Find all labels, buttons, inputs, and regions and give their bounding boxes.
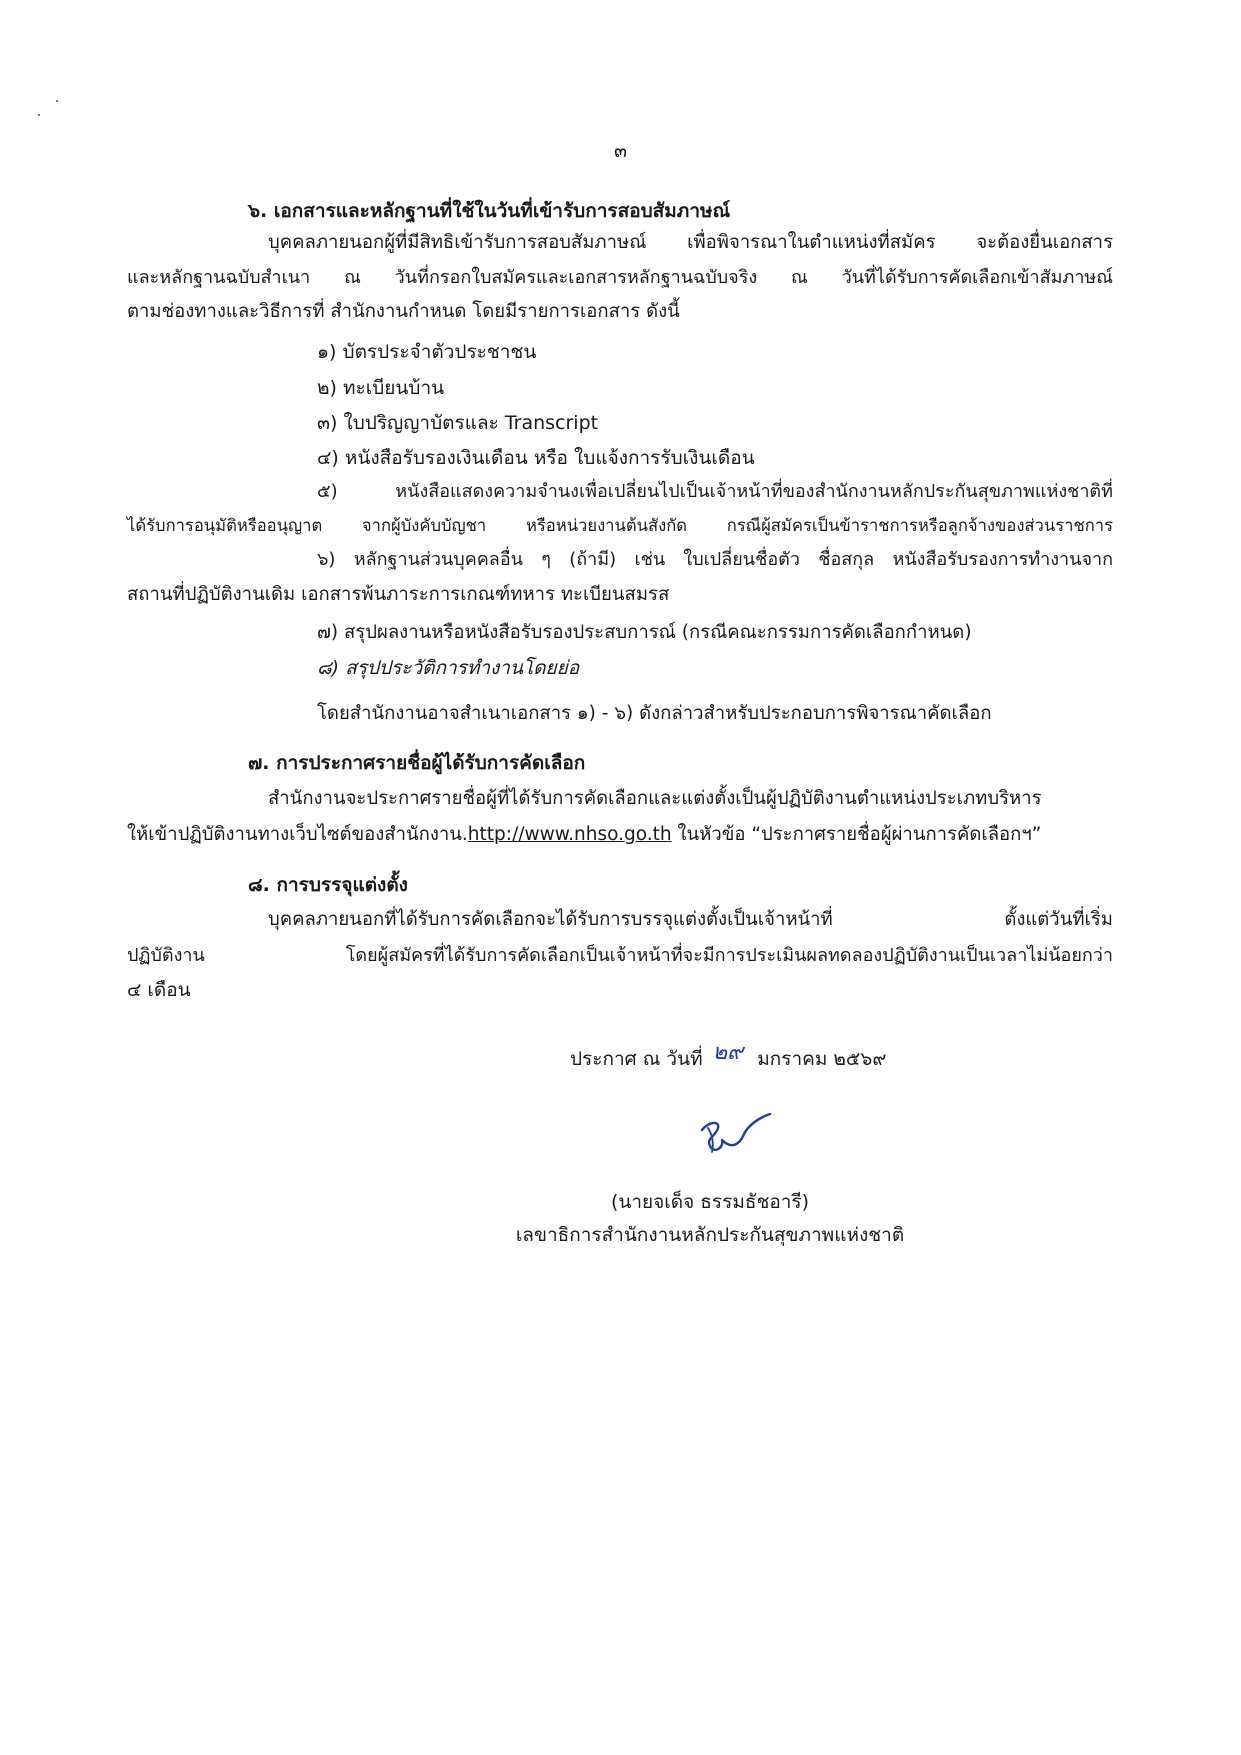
section7-paragraph-line1: สำนักงานจะประกาศรายชื่อผู้ที่ได้รับการคัดเลือกและแต่งตั้งเป็นผู้ปฏิบัติงานตำแหน่งประเภทบริหาร (268, 788, 1042, 809)
document-list-item: ๓) ใบปริญญาบัตรและ Transcript (317, 412, 599, 434)
section7-heading: ๗. การประกาศรายชื่อผู้ได้รับการคัดเลือก (248, 752, 586, 774)
section6-heading: ๖. เอกสารและหลักฐานที่ใช้ในวันที่เข้ารับการสอบสัมภาษณ์ (248, 200, 731, 222)
document-list-item-continuation: ได้รับการอนุมัติหรืออนุญาต จากผู้บังคับบัญชา หรือหน่วยงานต้นสังกัด กรณีผู้สมัครเป็นข้าราชการหรือลูกจ้างของส่วนราชการ (127, 516, 1113, 535)
scan-speck (38, 114, 40, 116)
document-list-item: ๔) หนังสือรับรองเงินเดือน หรือ ใบแจ้งการรับเงินเดือน (317, 447, 755, 469)
handwritten-day: ๒๙ (712, 1040, 744, 1065)
section6-paragraph-line2: และหลักฐานฉบับสำเนา ณ วันที่กรอกใบสมัครและเอกสารหลักฐานฉบับจริง ณ วันที่ได้รับการคัดเลือกเข้าสัมภาษณ์ (127, 267, 1113, 288)
nhso-website-link[interactable]: http://www.nhso.go.th (467, 824, 672, 845)
section8-heading: ๘. การบรรจุแต่งตั้ง (248, 874, 408, 896)
scan-speck (56, 100, 58, 102)
document-list-item: ๑) บัตรประจำตัวประชาชน (317, 341, 537, 363)
signature-image (688, 1108, 778, 1168)
section6-paragraph-line3: ตามช่องทางและวิธีการที่ สำนักงานกำหนด โดยมีรายการเอกสาร ดังนี้ (127, 301, 680, 322)
section7-paragraph-line2 (127, 822, 1041, 848)
section8-paragraph-line2: ปฏิบัติงาน โดยผู้สมัครที่ได้รับการคัดเลือกเป็นเจ้าหน้าที่จะมีการประเมินผลทดลองปฏิบัติงานเป็นเวลาไม่น้อยกว่า (127, 945, 1113, 966)
announcement-month-year: มกราคม ๒๕๖๙ (757, 1048, 887, 1070)
document-list-item: ๗) สรุปผลงานหรือหนังสือรับรองประสบการณ์ (กรณีคณะกรรมการคัดเลือกกำหนด) (317, 622, 972, 643)
section6-paragraph-line1: บุคคลภายนอกผู้ที่มีสิทธิเข้ารับการสอบสัมภาษณ์ เพื่อพิจารณาในตำแหน่งที่สมัคร จะต้องยื่นเอกสาร (268, 232, 1113, 253)
announcement-date (570, 1040, 887, 1072)
document-list-item: ๖) หลักฐานส่วนบุคคลอื่น ๆ (ถ้ามี) เช่น ใบเปลี่ยนชื่อตัว ชื่อสกุล หนังสือรับรองการทำงานจาก (317, 549, 1113, 570)
section7-line2-prefix: ให้เข้าปฏิบัติงานทางเว็บไซต์ของสำนักงาน. (127, 824, 468, 845)
document-list-item: ๒) ทะเบียนบ้าน (317, 377, 445, 399)
document-list-item-continuation: สถานที่ปฏิบัติงานเดิม เอกสารพ้นภาระการเกณฑ์ทหาร ทะเบียนสมรส (127, 584, 670, 605)
signatory-name: (นายจเด็จ ธรรมธัชอารี) (610, 1191, 810, 1213)
section8-paragraph-line3: ๔ เดือน (127, 979, 191, 1001)
page-number: ๓ (614, 140, 627, 162)
document-list-item: ๕) หนังสือแสดงความจำนงเพื่อเปลี่ยนไปเป็นเจ้าหน้าที่ของสำนักงานหลักประกันสุขภาพแห่งชาติที่ (317, 481, 1113, 502)
section7-line2-suffix: ในหัวข้อ “ประกาศรายชื่อผู้ผ่านการคัดเลือกฯ” (671, 824, 1042, 845)
section6-note: โดยสำนักงานอาจสำเนาเอกสาร ๑) - ๖) ดังกล่าวสำหรับประกอบการพิจารณาคัดเลือก (317, 703, 992, 724)
document-list-item: ๘) สรุปประวัติการทำงานโดยย่อ (317, 657, 580, 679)
announcement-prefix: ประกาศ ณ วันที่ (570, 1048, 703, 1070)
signatory-title: เลขาธิการสำนักงานหลักประกันสุขภาพแห่งชาติ (515, 1224, 905, 1246)
section8-paragraph-line1: บุคคลภายนอกที่ได้รับการคัดเลือกจะได้รับการบรรจุแต่งตั้งเป็นเจ้าหน้าที่ ตั้งแต่วันที่เริ่ม (268, 909, 1113, 930)
